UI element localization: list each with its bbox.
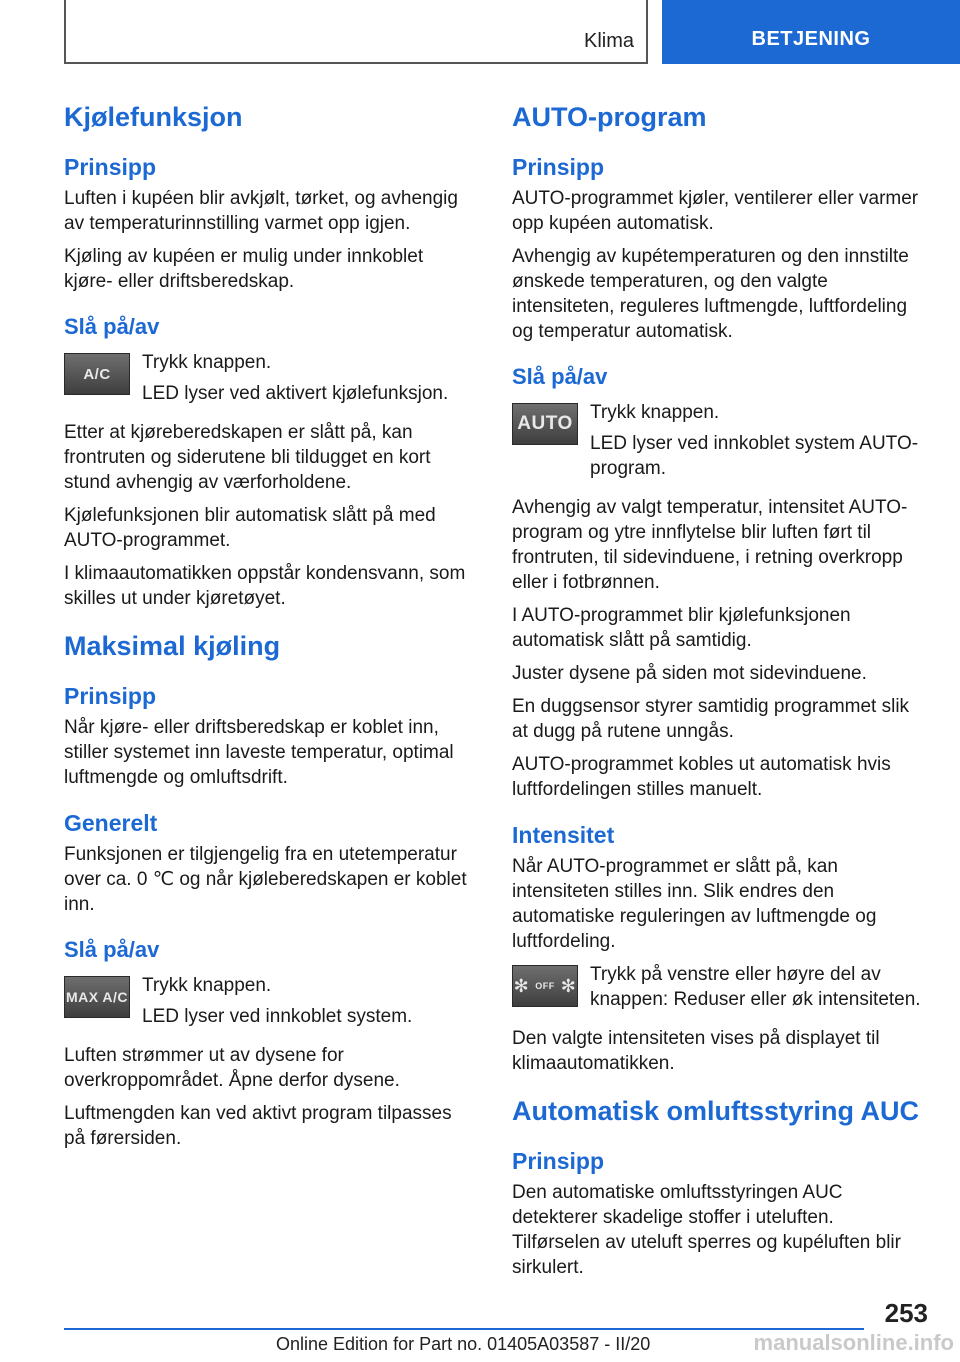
paragraph: Etter at kjøreberedskapen er slått på, kan frontruten og siderutene bli tildugget en kort stund avhengig av værforholdene. [64,422,431,493]
paragraph: Avhengig av kupétemperaturen og den innstilte ønskede temperaturen, og den valgte intensiteten, reguleres luftmengde, luftfordeling og temperatur automatisk. [512,246,909,342]
paragraph: Når kjøre- eller driftsberedskap er koblet inn, stiller systemet inn laveste temperatur, optimal luftmengde og omluftsdrift. [64,717,454,788]
header-chapter-tab[interactable]: BETJENING [662,0,960,64]
auto-button-icon: AUTO [512,403,578,445]
button-instruction [64,350,476,412]
fan-off-label: OFF [535,981,555,991]
step-text: Trykk på venstre eller høyre del av knappen: Reduser eller øk intensiteten. [590,964,921,1010]
header-frame [64,0,648,64]
fan-intensity-button-icon [512,965,578,1007]
paragraph: AUTO-programmet kjøler, ventilerer eller varmer opp kupéen automatisk. [512,188,919,234]
footer-divider [64,1328,864,1330]
heading-general: Generelt [64,810,158,836]
page-number: 253 [884,1298,928,1328]
paragraph: Luften i kupéen blir avkjølt, tørket, og avhengig av temperaturinnstilling varmet opp igjen. [64,188,458,234]
paragraph: I AUTO-programmet blir kjølefunksjonen automatisk slått på samtidig. [512,605,851,651]
button-instruction [64,973,476,1035]
paragraph: AUTO-programmet kobles ut automatisk hvis luftfordelingen stilles manuelt. [512,754,891,800]
paragraph: Luftmengden kan ved aktivt program tilpasses på førersiden. [64,1103,452,1149]
fan-icon: ✻ [560,975,577,996]
button-instruction [512,400,924,487]
footer-edition-text: Online Edition for Part no. 01405A03587 - II/20 [276,1334,651,1354]
paragraph: Når AUTO-programmet er slått på, kan intensiteten stilles inn. Slik endres den automatiske reguleringen av luftmengde og luftfordeling. [512,856,877,952]
header-section-title: Klima [583,30,634,52]
step-text: Trykk knappen. [142,975,272,996]
paragraph: En duggsensor styrer samtidig programmet slik at dugg på rutene unngås. [512,696,910,742]
section-title-max-cooling: Maksimal kjøling [64,631,281,661]
ac-button-icon: A/C [64,353,130,395]
paragraph: Kjøling av kupéen er mulig under innkoblet kjøre- eller driftsberedskap. [64,246,424,292]
step-text: LED lyser ved innkoblet system. [142,1006,413,1027]
heading-principle: Prinsipp [512,154,605,180]
watermark: manualsonline.info [753,1330,954,1355]
paragraph: Juster dysene på siden mot sidevinduene. [512,663,867,684]
step-text: LED lyser ved innkoblet system AUTO-program. [590,433,919,479]
heading-intensity: Intensitet [512,822,615,848]
left-column [64,100,476,1159]
heading-on-off: Slå på/av [64,937,160,962]
step-text: Trykk knappen. [590,402,720,423]
heading-on-off: Slå på/av [512,364,608,389]
paragraph: Luften strømmer ut av dysene for overkroppområdet. Åpne derfor dysene. [64,1045,400,1091]
section-title-auto-program: AUTO-program [512,102,707,132]
paragraph: I klimaautomatikken oppstår kondensvann, som skilles ut under kjøretøyet. [64,563,466,609]
section-title-auc: Automatisk omluftsstyring AUC [512,1096,920,1126]
heading-principle: Prinsipp [64,154,157,180]
heading-principle: Prinsipp [64,683,157,709]
right-column [512,100,924,1288]
section-title-cooling: Kjølefunksjon [64,102,243,132]
button-instruction [512,962,924,1018]
paragraph: Kjølefunksjonen blir automatisk slått på med AUTO-programmet. [64,505,436,551]
fan-icon: ✻ [513,975,530,996]
paragraph: Den automatiske omluftsstyringen AUC detekterer skadelige stoffer i uteluften. Tilførselen av uteluft sperres og kupéluften blir sirkulert. [512,1182,901,1278]
paragraph: Funksjonen er tilgjengelig fra en utetemperatur over ca. 0 ℃ og når kjøleberedskapen er koblet inn. [64,844,467,915]
heading-principle: Prinsipp [512,1148,605,1174]
paragraph: Den valgte intensiteten vises på displayet til klimaautomatikken. [512,1028,880,1074]
step-text: Trykk knappen. [142,352,272,373]
heading-on-off: Slå på/av [64,314,160,339]
max-ac-button-icon: MAX A/C [64,976,130,1018]
step-text: LED lyser ved aktivert kjølefunksjon. [142,383,449,404]
paragraph: Avhengig av valgt temperatur, intensitet AUTO-program og ytre innflytelse blir luften ført til frontruten, til sidevinduene, i retning overkropp eller i fotbrønnen. [512,497,908,593]
